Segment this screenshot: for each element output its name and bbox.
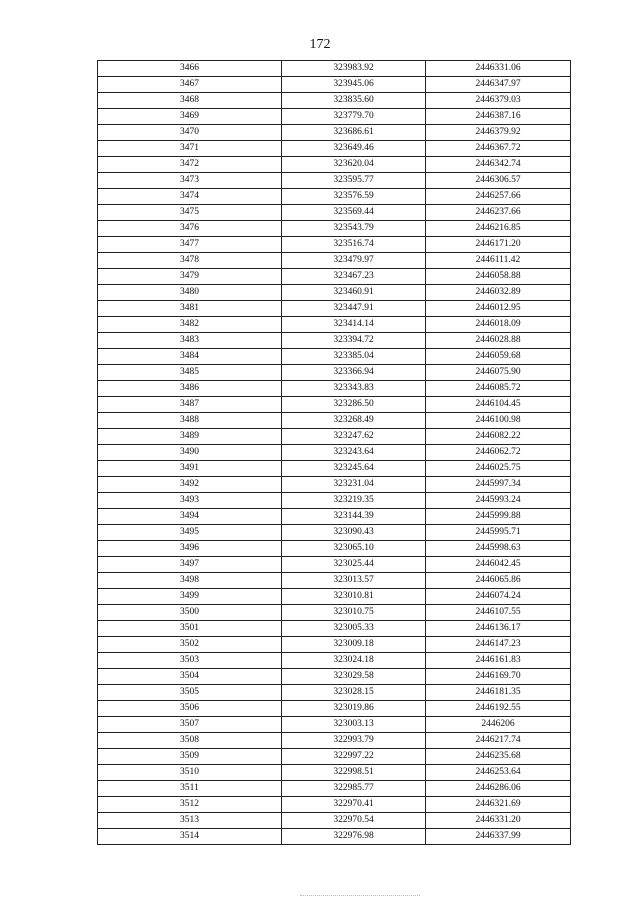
y-coordinate-cell: 2446379.03	[426, 93, 571, 109]
x-coordinate-cell: 323019.86	[282, 701, 426, 717]
table-row	[98, 269, 571, 285]
coordinate-table-body	[98, 61, 571, 845]
x-coordinate-cell: 323090.43	[282, 525, 426, 541]
y-coordinate-cell: 2446012.95	[426, 301, 571, 317]
point-number-cell: 3488	[98, 413, 282, 429]
point-number-cell: 3490	[98, 445, 282, 461]
x-coordinate-cell: 323231.04	[282, 477, 426, 493]
x-coordinate-cell: 323516.74	[282, 237, 426, 253]
table-row	[98, 205, 571, 221]
point-number-cell: 3471	[98, 141, 282, 157]
table-row	[98, 829, 571, 845]
y-coordinate-cell: 2446206	[426, 717, 571, 733]
point-number-cell: 3477	[98, 237, 282, 253]
y-coordinate-cell: 2446085.72	[426, 381, 571, 397]
table-row	[98, 509, 571, 525]
x-coordinate-cell: 323144.39	[282, 509, 426, 525]
coordinate-table	[97, 60, 571, 845]
point-number-cell: 3489	[98, 429, 282, 445]
point-number-cell: 3480	[98, 285, 282, 301]
x-coordinate-cell: 323243.64	[282, 445, 426, 461]
y-coordinate-cell: 2446059.68	[426, 349, 571, 365]
x-coordinate-cell: 323025.44	[282, 557, 426, 573]
x-coordinate-cell: 322970.41	[282, 797, 426, 813]
y-coordinate-cell: 2446367.72	[426, 141, 571, 157]
table-row	[98, 765, 571, 781]
point-number-cell: 3505	[98, 685, 282, 701]
table-row	[98, 317, 571, 333]
y-coordinate-cell: 2446216.85	[426, 221, 571, 237]
table-row	[98, 541, 571, 557]
point-number-cell: 3501	[98, 621, 282, 637]
y-coordinate-cell: 2446379.92	[426, 125, 571, 141]
table-row	[98, 237, 571, 253]
table-row	[98, 749, 571, 765]
y-coordinate-cell: 2446192.55	[426, 701, 571, 717]
point-number-cell: 3509	[98, 749, 282, 765]
y-coordinate-cell: 2445999.88	[426, 509, 571, 525]
x-coordinate-cell: 323569.44	[282, 205, 426, 221]
point-number-cell: 3500	[98, 605, 282, 621]
x-coordinate-cell: 323576.59	[282, 189, 426, 205]
table-row	[98, 397, 571, 413]
point-number-cell: 3492	[98, 477, 282, 493]
y-coordinate-cell: 2446337.99	[426, 829, 571, 845]
point-number-cell: 3502	[98, 637, 282, 653]
point-number-cell: 3498	[98, 573, 282, 589]
point-number-cell: 3476	[98, 221, 282, 237]
table-row	[98, 477, 571, 493]
table-row	[98, 77, 571, 93]
y-coordinate-cell: 2446387.16	[426, 109, 571, 125]
point-number-cell: 3467	[98, 77, 282, 93]
x-coordinate-cell: 323010.81	[282, 589, 426, 605]
point-number-cell: 3494	[98, 509, 282, 525]
y-coordinate-cell: 2446062.72	[426, 445, 571, 461]
y-coordinate-cell: 2446111.42	[426, 253, 571, 269]
y-coordinate-cell: 2446235.68	[426, 749, 571, 765]
table-row	[98, 701, 571, 717]
point-number-cell: 3513	[98, 813, 282, 829]
y-coordinate-cell: 2446331.20	[426, 813, 571, 829]
x-coordinate-cell: 323649.46	[282, 141, 426, 157]
y-coordinate-cell: 2445995.71	[426, 525, 571, 541]
page-number: 172	[309, 37, 331, 52]
table-row	[98, 349, 571, 365]
x-coordinate-cell: 323028.15	[282, 685, 426, 701]
point-number-cell: 3475	[98, 205, 282, 221]
table-row	[98, 157, 571, 173]
table-row	[98, 61, 571, 77]
x-coordinate-cell: 323945.06	[282, 77, 426, 93]
y-coordinate-cell: 2446347.97	[426, 77, 571, 93]
x-coordinate-cell: 323983.92	[282, 61, 426, 77]
table-row	[98, 813, 571, 829]
x-coordinate-cell: 323543.79	[282, 221, 426, 237]
x-coordinate-cell: 323479.97	[282, 253, 426, 269]
table-row	[98, 493, 571, 509]
y-coordinate-cell: 2446342.74	[426, 157, 571, 173]
table-row	[98, 637, 571, 653]
x-coordinate-cell: 322970.54	[282, 813, 426, 829]
point-number-cell: 3503	[98, 653, 282, 669]
point-number-cell: 3472	[98, 157, 282, 173]
table-row	[98, 573, 571, 589]
y-coordinate-cell: 2446018.09	[426, 317, 571, 333]
point-number-cell: 3504	[98, 669, 282, 685]
x-coordinate-cell: 323029.58	[282, 669, 426, 685]
y-coordinate-cell: 2446161.83	[426, 653, 571, 669]
table-row	[98, 333, 571, 349]
x-coordinate-cell: 323467.23	[282, 269, 426, 285]
point-number-cell: 3510	[98, 765, 282, 781]
x-coordinate-cell: 322985.77	[282, 781, 426, 797]
table-row	[98, 109, 571, 125]
table-row	[98, 669, 571, 685]
y-coordinate-cell: 2446331.06	[426, 61, 571, 77]
point-number-cell: 3487	[98, 397, 282, 413]
table-row	[98, 733, 571, 749]
x-coordinate-cell: 323010.75	[282, 605, 426, 621]
table-row	[98, 413, 571, 429]
table-row	[98, 781, 571, 797]
x-coordinate-cell: 323835.60	[282, 93, 426, 109]
table-row	[98, 525, 571, 541]
x-coordinate-cell: 323268.49	[282, 413, 426, 429]
point-number-cell: 3497	[98, 557, 282, 573]
y-coordinate-cell: 2446042.45	[426, 557, 571, 573]
x-coordinate-cell: 322997.22	[282, 749, 426, 765]
x-coordinate-cell: 323460.91	[282, 285, 426, 301]
y-coordinate-cell: 2446032.89	[426, 285, 571, 301]
point-number-cell: 3470	[98, 125, 282, 141]
x-coordinate-cell: 323394.72	[282, 333, 426, 349]
x-coordinate-cell: 323385.04	[282, 349, 426, 365]
table-row	[98, 445, 571, 461]
table-row	[98, 797, 571, 813]
table-row	[98, 589, 571, 605]
table-row	[98, 125, 571, 141]
y-coordinate-cell: 2446058.88	[426, 269, 571, 285]
table-row	[98, 605, 571, 621]
x-coordinate-cell: 323620.04	[282, 157, 426, 173]
y-coordinate-cell: 2446025.75	[426, 461, 571, 477]
table-row	[98, 253, 571, 269]
table-row	[98, 141, 571, 157]
y-coordinate-cell: 2446074.24	[426, 589, 571, 605]
x-coordinate-cell: 322993.79	[282, 733, 426, 749]
x-coordinate-cell: 323065.10	[282, 541, 426, 557]
x-coordinate-cell: 322998.51	[282, 765, 426, 781]
x-coordinate-cell: 323414.14	[282, 317, 426, 333]
point-number-cell: 3473	[98, 173, 282, 189]
table-row	[98, 557, 571, 573]
x-coordinate-cell: 322976.98	[282, 829, 426, 845]
x-coordinate-cell: 323009.18	[282, 637, 426, 653]
table-row	[98, 381, 571, 397]
point-number-cell: 3506	[98, 701, 282, 717]
y-coordinate-cell: 2446107.55	[426, 605, 571, 621]
x-coordinate-cell: 323366.94	[282, 365, 426, 381]
point-number-cell: 3499	[98, 589, 282, 605]
scan-artifact-line	[300, 895, 420, 897]
x-coordinate-cell: 323245.64	[282, 461, 426, 477]
point-number-cell: 3479	[98, 269, 282, 285]
point-number-cell: 3514	[98, 829, 282, 845]
table-row	[98, 301, 571, 317]
point-number-cell: 3466	[98, 61, 282, 77]
table-row	[98, 221, 571, 237]
x-coordinate-cell: 323779.70	[282, 109, 426, 125]
point-number-cell: 3511	[98, 781, 282, 797]
point-number-cell: 3512	[98, 797, 282, 813]
point-number-cell: 3496	[98, 541, 282, 557]
y-coordinate-cell: 2445993.24	[426, 493, 571, 509]
point-number-cell: 3493	[98, 493, 282, 509]
y-coordinate-cell: 2446171.20	[426, 237, 571, 253]
point-number-cell: 3468	[98, 93, 282, 109]
x-coordinate-cell: 323003.13	[282, 717, 426, 733]
y-coordinate-cell: 2446169.70	[426, 669, 571, 685]
x-coordinate-cell: 323686.61	[282, 125, 426, 141]
y-coordinate-cell: 2446286.06	[426, 781, 571, 797]
x-coordinate-cell: 323024.18	[282, 653, 426, 669]
x-coordinate-cell: 323343.83	[282, 381, 426, 397]
point-number-cell: 3491	[98, 461, 282, 477]
point-number-cell: 3508	[98, 733, 282, 749]
y-coordinate-cell: 2446100.98	[426, 413, 571, 429]
x-coordinate-cell: 323219.35	[282, 493, 426, 509]
table-row	[98, 685, 571, 701]
table-row	[98, 429, 571, 445]
y-coordinate-cell: 2445998.63	[426, 541, 571, 557]
y-coordinate-cell: 2446257.66	[426, 189, 571, 205]
x-coordinate-cell: 323447.91	[282, 301, 426, 317]
point-number-cell: 3485	[98, 365, 282, 381]
point-number-cell: 3483	[98, 333, 282, 349]
y-coordinate-cell: 2445997.34	[426, 477, 571, 493]
table-row	[98, 173, 571, 189]
table-row	[98, 461, 571, 477]
y-coordinate-cell: 2446217.74	[426, 733, 571, 749]
y-coordinate-cell: 2446253.64	[426, 765, 571, 781]
table-row	[98, 365, 571, 381]
table-row	[98, 653, 571, 669]
x-coordinate-cell: 323595.77	[282, 173, 426, 189]
x-coordinate-cell: 323013.57	[282, 573, 426, 589]
point-number-cell: 3478	[98, 253, 282, 269]
y-coordinate-cell: 2446104.45	[426, 397, 571, 413]
table-row	[98, 285, 571, 301]
point-number-cell: 3484	[98, 349, 282, 365]
point-number-cell: 3486	[98, 381, 282, 397]
point-number-cell: 3507	[98, 717, 282, 733]
x-coordinate-cell: 323247.62	[282, 429, 426, 445]
y-coordinate-cell: 2446065.86	[426, 573, 571, 589]
y-coordinate-cell: 2446075.90	[426, 365, 571, 381]
point-number-cell: 3474	[98, 189, 282, 205]
y-coordinate-cell: 2446136.17	[426, 621, 571, 637]
point-number-cell: 3482	[98, 317, 282, 333]
y-coordinate-cell: 2446237.66	[426, 205, 571, 221]
table-row	[98, 621, 571, 637]
y-coordinate-cell: 2446082.22	[426, 429, 571, 445]
y-coordinate-cell: 2446306.57	[426, 173, 571, 189]
point-number-cell: 3495	[98, 525, 282, 541]
x-coordinate-cell: 323286.50	[282, 397, 426, 413]
y-coordinate-cell: 2446321.69	[426, 797, 571, 813]
point-number-cell: 3469	[98, 109, 282, 125]
table-row	[98, 717, 571, 733]
table-row	[98, 93, 571, 109]
table-row	[98, 189, 571, 205]
y-coordinate-cell: 2446181.35	[426, 685, 571, 701]
y-coordinate-cell: 2446028.88	[426, 333, 571, 349]
point-number-cell: 3481	[98, 301, 282, 317]
x-coordinate-cell: 323005.33	[282, 621, 426, 637]
y-coordinate-cell: 2446147.23	[426, 637, 571, 653]
